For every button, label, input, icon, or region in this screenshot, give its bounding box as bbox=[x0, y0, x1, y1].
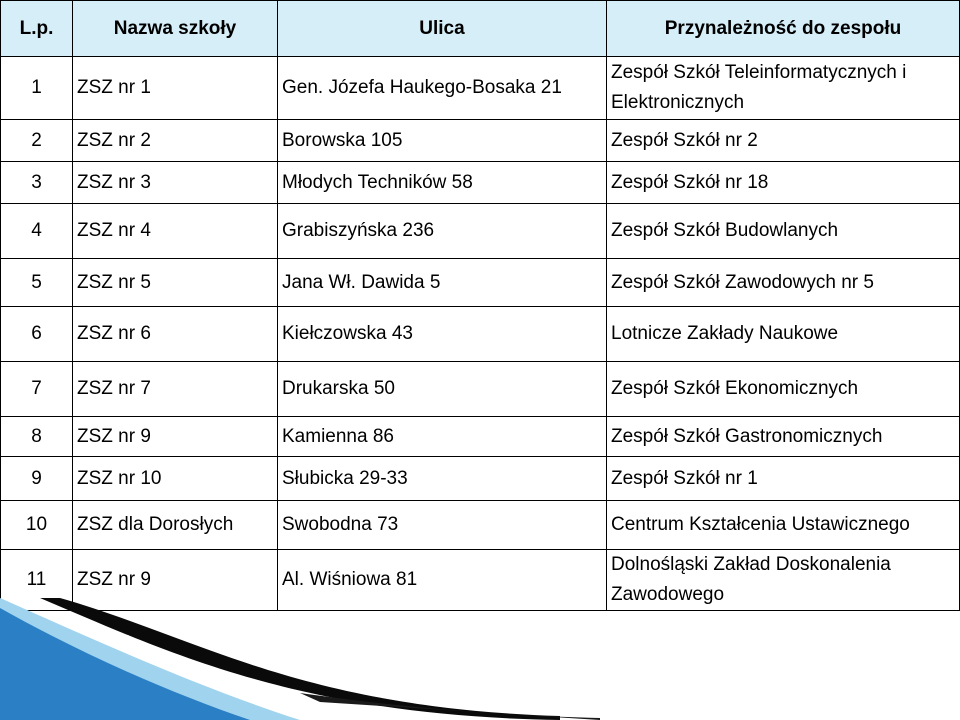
row-lp: 5 bbox=[1, 259, 73, 307]
table-row bbox=[1, 162, 960, 204]
row-street: Kamienna 86 bbox=[278, 417, 607, 457]
row-street: Gen. Józefa Haukego-Bosaka 21 bbox=[278, 57, 607, 120]
decorative-wave bbox=[0, 598, 960, 720]
table-row bbox=[1, 417, 960, 457]
row-team: Zespół Szkół nr 2 bbox=[607, 120, 960, 162]
row-school-name: ZSZ nr 6 bbox=[73, 307, 278, 362]
row-team: Lotnicze Zakłady Naukowe bbox=[607, 307, 960, 362]
row-school-name: ZSZ dla Dorosłych bbox=[73, 501, 278, 550]
row-street: Drukarska 50 bbox=[278, 362, 607, 417]
row-team: Zespół Szkół Zawodowych nr 5 bbox=[607, 259, 960, 307]
row-street: Al. Wiśniowa 81 bbox=[278, 550, 607, 611]
row-street: Jana Wł. Dawida 5 bbox=[278, 259, 607, 307]
row-lp: 10 bbox=[1, 501, 73, 550]
table-row bbox=[1, 204, 960, 259]
header-team: Przynależność do zespołu bbox=[607, 1, 960, 57]
row-lp: 3 bbox=[1, 162, 73, 204]
header-lp: L.p. bbox=[1, 1, 73, 57]
table-row bbox=[1, 307, 960, 362]
row-school-name: ZSZ nr 5 bbox=[73, 259, 278, 307]
row-team: Dolnośląski Zakład Doskonalenia Zawodowego bbox=[607, 550, 960, 611]
row-school-name: ZSZ nr 9 bbox=[73, 550, 278, 611]
row-school-name: ZSZ nr 3 bbox=[73, 162, 278, 204]
row-team: Zespół Szkół Teleinformatycznych i Elektronicznych bbox=[607, 57, 960, 120]
table-row bbox=[1, 501, 960, 550]
row-school-name: ZSZ nr 1 bbox=[73, 57, 278, 120]
table-row bbox=[1, 362, 960, 417]
table-row bbox=[1, 120, 960, 162]
row-school-name: ZSZ nr 10 bbox=[73, 457, 278, 501]
row-lp: 2 bbox=[1, 120, 73, 162]
row-lp: 6 bbox=[1, 307, 73, 362]
row-street: Swobodna 73 bbox=[278, 501, 607, 550]
row-school-name: ZSZ nr 4 bbox=[73, 204, 278, 259]
row-street: Grabiszyńska 236 bbox=[278, 204, 607, 259]
row-street: Borowska 105 bbox=[278, 120, 607, 162]
table-row bbox=[1, 259, 960, 307]
table-row bbox=[1, 57, 960, 120]
row-team: Centrum Kształcenia Ustawicznego bbox=[607, 501, 960, 550]
row-lp: 1 bbox=[1, 57, 73, 120]
row-team: Zespół Szkół Budowlanych bbox=[607, 204, 960, 259]
row-street: Kiełczowska 43 bbox=[278, 307, 607, 362]
table-header-row bbox=[1, 1, 960, 57]
row-lp: 4 bbox=[1, 204, 73, 259]
row-lp: 9 bbox=[1, 457, 73, 501]
row-street: Młodych Techników 58 bbox=[278, 162, 607, 204]
header-street: Ulica bbox=[278, 1, 607, 57]
row-street: Słubicka 29-33 bbox=[278, 457, 607, 501]
header-school-name: Nazwa szkoły bbox=[73, 1, 278, 57]
row-lp: 8 bbox=[1, 417, 73, 457]
row-team: Zespół Szkół Gastronomicznych bbox=[607, 417, 960, 457]
row-school-name: ZSZ nr 7 bbox=[73, 362, 278, 417]
row-team: Zespół Szkół Ekonomicznych bbox=[607, 362, 960, 417]
table-body bbox=[1, 57, 960, 611]
row-team: Zespół Szkół nr 1 bbox=[607, 457, 960, 501]
row-school-name: ZSZ nr 2 bbox=[73, 120, 278, 162]
table-row bbox=[1, 457, 960, 501]
row-school-name: ZSZ nr 9 bbox=[73, 417, 278, 457]
row-lp: 11 bbox=[1, 550, 73, 611]
row-team: Zespół Szkół nr 18 bbox=[607, 162, 960, 204]
row-lp: 7 bbox=[1, 362, 73, 417]
